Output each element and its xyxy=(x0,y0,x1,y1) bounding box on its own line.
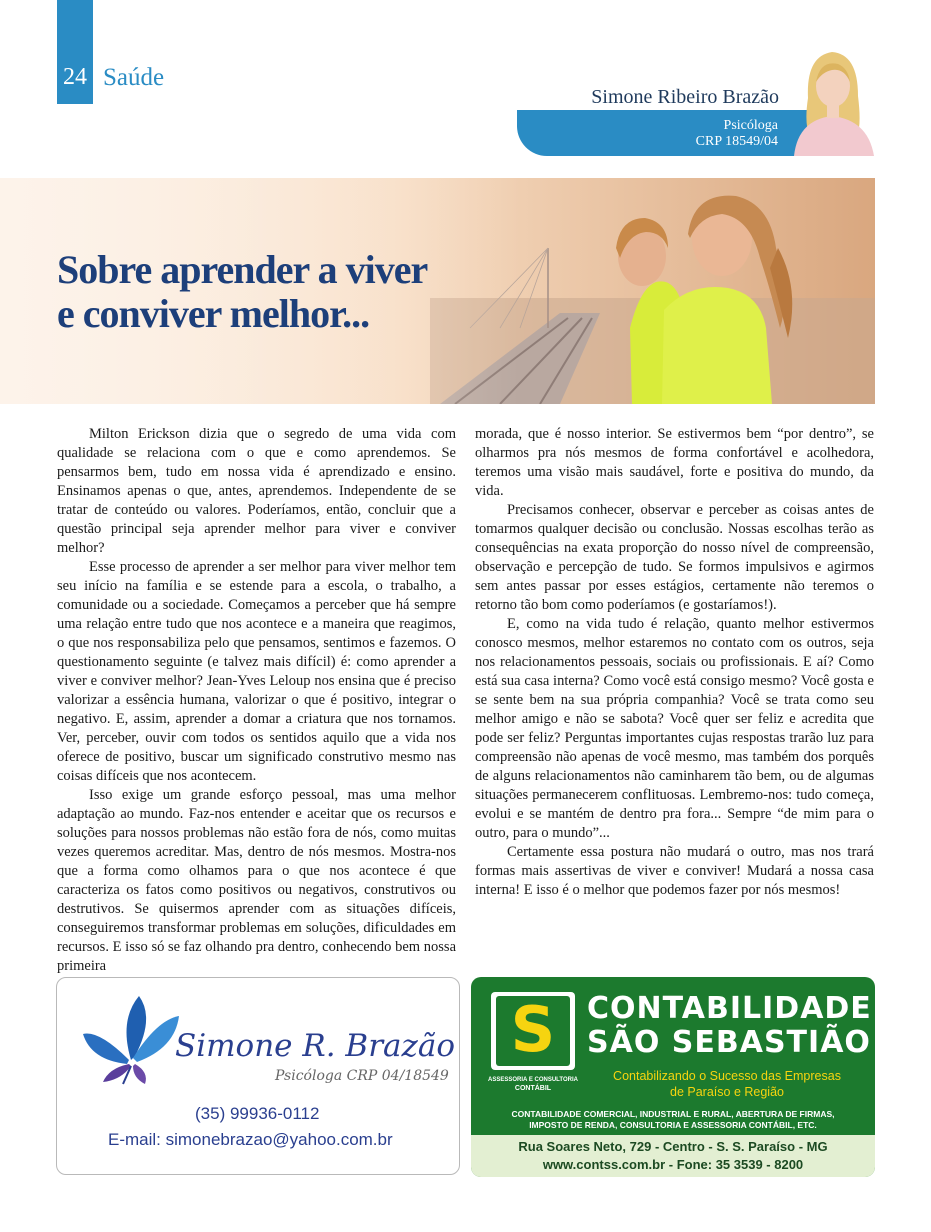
cs-logo-caption: CONTÁBIL xyxy=(514,1085,552,1092)
ad-simone-brazao xyxy=(56,977,460,1175)
section-title: Saúde xyxy=(103,64,165,91)
article-paragraph: morada, que é nosso interior. Se estivermos bem “por dentro”, se olharmos pra nós mesmos de forma confortável e acolhedora, teremos uma visão mais saudável, forte e positiva do mundo, da vida. xyxy=(475,426,874,499)
cs-title-line2: SÃO SEBASTIÃO xyxy=(587,1025,871,1060)
author-photo xyxy=(786,38,878,156)
article-column-left xyxy=(57,425,456,976)
article-paragraph: E, como na vida tudo é relação, quanto melhor estivermos conosco mesmos, melhor estaremos no contato com os outros, seja nos relacionamentos pessoais, sociais ou profissionais. E aí? Como está sua casa interna? Como você está consigo mesmo? Você gosta e se sente bem na sua própria companhia? Você se trata como seu melhor amigo e não se sabota? Você quer ser feliz e acredita que pode ser feliz? Perguntas importantes cujas respostas trarão luz para compreensão não apenas de você mesmo, mas também dos porquês de alguns relacionamentos não caminharem tão bem, ou de algumas situações permanecerem conflituosas. Lembremo-nos: tudo começa, evolui e se mantém de dentro pra fora... Sempre “de mim para o outro, para o mundo”... xyxy=(475,616,874,841)
cs-web-phone: www.contss.com.br - Fone: 35 3539 - 8200 xyxy=(542,1157,804,1172)
article-title-line2: e conviver melhor... xyxy=(57,291,370,336)
cs-services: IMPOSTO DE RENDA, CONSULTORIA E ASSESSORIA CONTÁBIL, ETC. xyxy=(529,1120,817,1130)
butterfly-logo-icon xyxy=(79,990,183,1086)
cs-logo-letter: S xyxy=(510,993,556,1066)
article-title-line1: Sobre aprender a viver xyxy=(57,247,428,292)
cs-services: CONTABILIDADE COMERCIAL, INDUSTRIAL E RURAL, ABERTURA DE FIRMAS, xyxy=(511,1109,835,1119)
ad-brand-subtitle: Psicóloga CRP 04/18549 xyxy=(275,1068,449,1084)
cs-address: Rua Soares Neto, 729 - Centro - S. S. Paraíso - MG xyxy=(518,1139,828,1154)
author-name: Simone Ribeiro Brazão xyxy=(591,86,779,108)
cs-logo-caption: ASSESSORIA E CONSULTORIA xyxy=(488,1077,578,1083)
ad-brand-name: Simone R. Brazão xyxy=(175,1028,455,1064)
ad-phone: (35) 99936-0112 xyxy=(195,1104,320,1123)
article-paragraph: Esse processo de aprender a ser melhor para viver melhor tem seu início na família e se estende para a escola, o trabalho, a comunidade ou a sociedade. Começamos a perceber que há sempre uma relação entre tudo que nos acontece e a maneira que reagimos, o que nos responsabiliza pelo que pensamos, sentimos e fazemos. O questionamento seguinte (e talvez mais difícil) é: como aprender a viver e conviver melhor? Jean-Yves Leloup nos ensina que é preciso valorizar a essência humana, valorizar o que é positivo, integrar o negativo. E, assim, aprender a domar a criatura que nos tornamos. Ver, perceber, ouvir com todos os sentidos aquilo que a vida nos oferece de positivo, buscar um significado construtivo mesmo nas coisas difíceis que nos acontecem. xyxy=(57,559,456,784)
article-column-right xyxy=(475,425,874,900)
cs-slogan: de Paraíso e Região xyxy=(670,1085,784,1099)
article-paragraph: Precisamos conhecer, observar e perceber as coisas antes de tomarmos qualquer decisão ou conclusão. Nossas escolhas terão as consequências na exata proporção do nosso nível de compreensão, observação e percepção de tudo. Se formos impulsivos e agirmos sem antes passar por esses estágios, certamente não teremos o retorno tão bom como poderíamos (e gostaríamos!). xyxy=(475,502,874,613)
author-credentials xyxy=(696,118,778,150)
article-paragraph: Milton Erickson dizia que o segredo de uma vida com qualidade se relaciona com o que e como aprendemos. Se pensarmos bem, tudo em nossa vida é aprendizado e ensino. Ensinamos apenas o que, antes, aprendemos. Independente de se tratar de conteúdo ou valores. Poderíamos, então, concluir que a questão principal seja aprender melhor para viver e conviver melhor? xyxy=(57,426,456,556)
cs-slogan: Contabilizando o Sucesso das Empresas xyxy=(613,1069,841,1083)
article-title xyxy=(57,248,427,336)
author-role: Psicóloga xyxy=(723,118,778,133)
ad-contabilidade xyxy=(471,977,875,1177)
cs-title-line1: CONTABILIDADE xyxy=(587,991,872,1026)
article-paragraph: Isso exige um grande esforço pessoal, mas uma melhor adaptação ao mundo. Faz-nos entender e aceitar que os recursos e soluções para nossos problemas não estão fora de nós, como muitas vezes queremos acreditar. Mas, dentro de nós mesmos. Mostra-nos que a forma como olhamos para o que nos acontece é que caracteriza os fatos como positivos ou negativos, construtivos ou destrutivos. Se quisermos aprender com as situações difíceis, conseguiremos transformar problemas em soluções, dificuldades em recursos. E isso só se faz olhando pra dentro, conhecendo bem nossa primeira xyxy=(57,787,456,974)
page-number: 24 xyxy=(63,64,87,90)
ad-email: E-mail: simonebrazao@yahoo.com.br xyxy=(108,1130,393,1149)
author-registration: CRP 18549/04 xyxy=(695,134,778,149)
article-paragraph: Certamente essa postura não mudará o outro, mas nos trará formas mais assertivas de viver e conviver! Mudará a nossa casa interna! E isso é o melhor que podemos fazer por nós mesmos! xyxy=(475,844,874,898)
